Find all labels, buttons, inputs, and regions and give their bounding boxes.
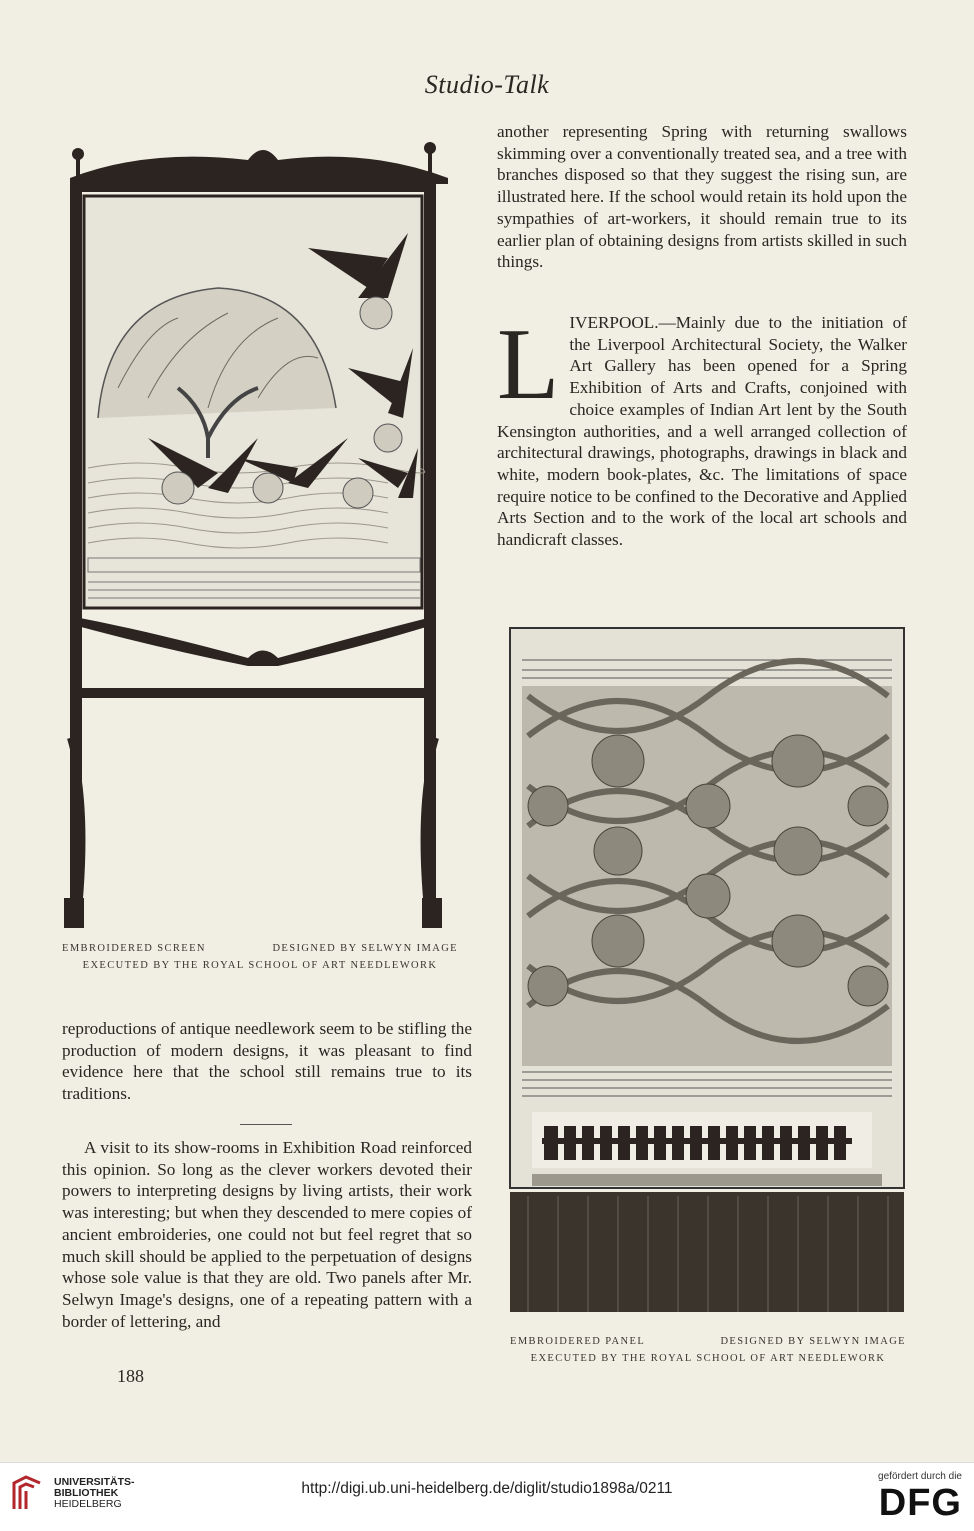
figure2-caption-designer: DESIGNED BY SELWYN IMAGE (720, 1336, 906, 1347)
drop-cap: L (497, 308, 560, 421)
left-column-upper (62, 1018, 472, 1105)
library-name-line2: BIBLIOTHEK (54, 1486, 119, 1499)
library-name-line3: HEIDELBERG (54, 1497, 122, 1510)
left-paragraph-1: reproductions of antique needlework seem to be stifling the production of modern designs, it was pleasant to find evidence here that the school still remains true to its traditions. (62, 1019, 472, 1104)
library-name-line1: UNIVERSITÄTS- (54, 1475, 135, 1488)
figure2-caption (510, 1333, 906, 1367)
right-column-liverpool (497, 308, 907, 551)
running-header: Studio-Talk (424, 70, 550, 99)
dfg-logo[interactable]: DFG (878, 1482, 962, 1524)
page-number: 188 (117, 1366, 144, 1386)
funder-block (878, 1471, 962, 1522)
figure2-caption-title: EMBROIDERED PANEL (510, 1336, 646, 1347)
right-paragraph-2: IVERPOOL.—Mainly due to the initiation of the Liverpool Architectural Society, the Walker Art Gallery has been opened for a Spring Exhibition of Arts and Crafts, conjoined with choice examples of Indian Art lent by the South Kensington authorities, and a well arranged collection of architectural drawings, photographs, drawings in black and white, modern book-plates, &c. The limitations of space require notice to be confined to the Decorative and Applied Arts Section and to the work of the local art schools and handicraft classes. (497, 313, 907, 550)
section-divider (240, 1124, 292, 1125)
right-column-upper (497, 121, 907, 273)
left-paragraph-2: A visit to its show-rooms in Exhibition Road reinforced this opinion. So long as the clever workers devoted their powers to interpreting designs by living artists, their work was interesting; but when they descended to mere copies of ancient embroideries, one could not but feel regret that so much skill should be applied to the perpetuation of designs whose sole value is that they are old. Two panels after Mr. Selwyn Image's designs, one of a repeating pattern with a border of lettering, and (62, 1138, 472, 1331)
figure1-caption-designer: DESIGNED BY SELWYN IMAGE (272, 943, 458, 954)
viewer-footer (0, 1462, 974, 1531)
embroidered-panel-illustration (508, 626, 906, 1316)
figure1-caption-title: EMBROIDERED SCREEN (62, 943, 206, 954)
figure1-caption (62, 940, 458, 974)
permalink-url[interactable]: http://digi.ub.uni-heidelberg.de/diglit/studio1898a/0211 (301, 1480, 673, 1497)
left-column-lower (62, 1137, 472, 1332)
figure2-caption-executed: EXECUTED BY THE ROYAL SCHOOL OF ART NEEDLEWORK (530, 1353, 886, 1364)
funded-by-label: gefördert durch die (878, 1471, 962, 1482)
embroidered-screen-illustration (58, 138, 462, 938)
figure1-caption-executed: EXECUTED BY THE ROYAL SCHOOL OF ART NEEDLEWORK (82, 960, 438, 971)
right-paragraph-1: another representing Spring with returning swallows skimming over a conventionally treated sea, and a tree with branches disposed so that they suggest the rising sun, are illustrated here. If the school would retain its hold upon the sympathies of art-workers, it should remain true to its earlier plan of obtaining designs from artists skilled in such things. (497, 122, 907, 272)
